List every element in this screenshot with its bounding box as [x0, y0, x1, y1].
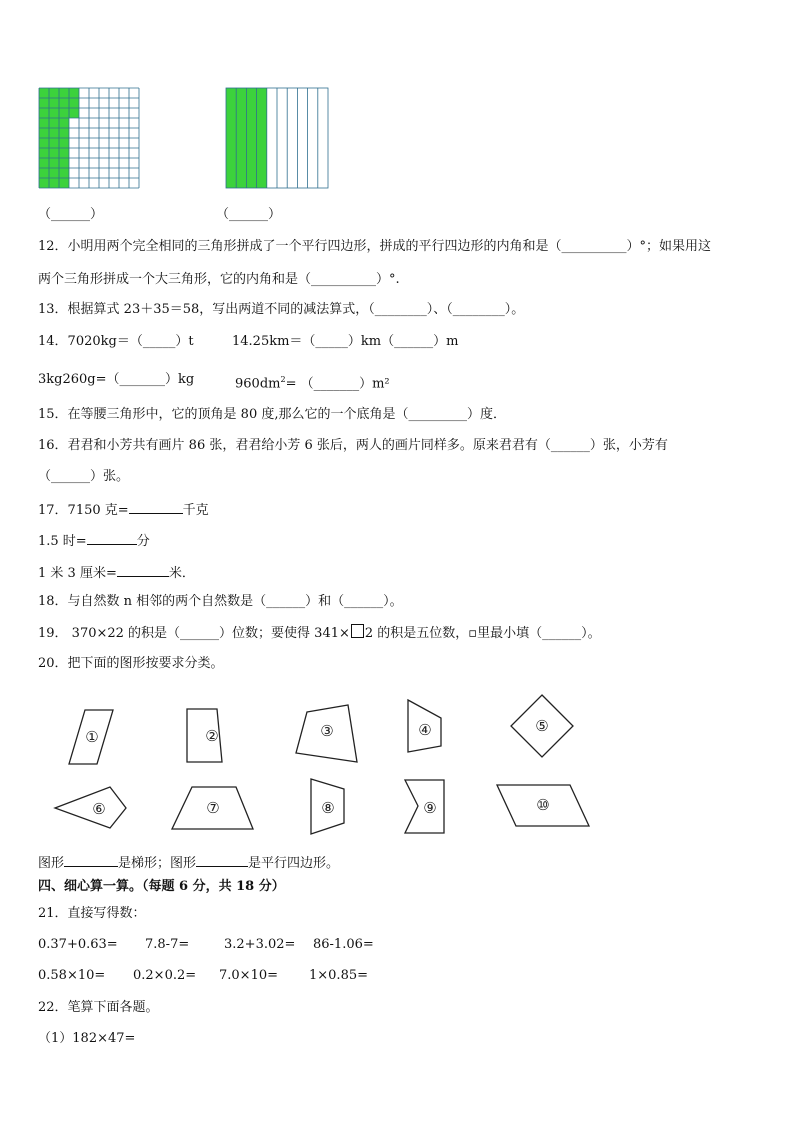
q20-answer-a: 图形	[38, 856, 65, 871]
shape-6-label: ⑥	[92, 800, 106, 818]
q21-r2-c2: 0.2×0.2=	[133, 968, 197, 983]
q19-pre: 19． 370×22 的积是（______）位数；要使得 341×	[38, 626, 350, 641]
q21-r2-c1: 0.58×10=	[38, 968, 106, 983]
q21-r1-c2: 7.8-7=	[145, 937, 190, 952]
shape-7-label: ⑦	[206, 799, 220, 817]
q20-blank-2	[196, 852, 248, 867]
q17-a-post: 千克	[182, 503, 209, 518]
shape-4-label: ④	[418, 721, 432, 739]
shape-3-label: ③	[320, 722, 334, 740]
q21-r2-c3: 7.0×10=	[219, 968, 279, 983]
section-4-heading: 四、细心算一算。（每题 6 分，共 18 分）	[38, 879, 285, 894]
q14-d-pre: 960dm	[235, 376, 281, 392]
question-13: 13．根据算式 23＋35＝58，写出两道不同的减法算式，（________）、（________）。	[38, 302, 525, 317]
question-16-line-2: （______）张。	[38, 469, 130, 484]
shape-5-label: ⑤	[535, 717, 549, 735]
question-15: 15．在等腰三角形中，它的顶角是 80 度,那么它的一个底角是（_________）度．	[38, 407, 506, 422]
q20-answer-b: 是梯形；图形	[118, 856, 197, 871]
q17-c-pre: 1 米 3 厘米=	[38, 566, 117, 581]
question-14-a: 14．7020kg＝（_____）t	[38, 334, 194, 349]
q21-r2-c4: 1×0.85=	[309, 968, 369, 983]
question-21-title: 21．直接写得数：	[38, 906, 146, 921]
q17-b-post: 分	[136, 534, 150, 549]
q21-r1-c3: 3.2+3.02=	[224, 937, 296, 952]
caption-figure-1: （______）	[38, 207, 104, 222]
question-12-line-1: 12．小明用两个完全相同的三角形拼成了一个平行四边形，拼成的平行四边形的内角和是（__________）°；如果用这	[38, 239, 712, 254]
question-16-line-1: 16．君君和小芳共有画片 86 张，君君给小芳 6 张后，两人的画片同样多。原来君君有（______）张，小芳有	[38, 438, 668, 453]
shape-9-label: ⑨	[423, 799, 437, 817]
q20-blank-1	[64, 852, 118, 867]
q14-d-post: = （_______）m²	[285, 376, 390, 392]
question-22-item-1: （1）182×47=	[38, 1031, 136, 1046]
q14-d-sup: 2	[280, 375, 286, 384]
question-18: 18．与自然数 n 相邻的两个自然数是（______）和（______）。	[38, 594, 403, 609]
question-12-line-2: 两个三角形拼成一个大三角形，它的内角和是（__________）°.	[38, 272, 400, 287]
q21-r1-c4: 86-1.06=	[313, 937, 374, 952]
shape-6-kite	[55, 787, 126, 828]
shape-10-label: ⑩	[536, 796, 550, 814]
q21-r1-c1: 0.37+0.63=	[38, 937, 118, 952]
question-20-title: 20．把下面的图形按要求分类。	[38, 656, 224, 671]
q20-answer-c: 是平行四边形。	[248, 856, 340, 871]
question-14-b: 14.25km＝（_____）km（______）m	[232, 334, 459, 349]
q17-c-post: 米．	[168, 566, 195, 581]
q17-b-pre: 1.5 时=	[38, 534, 87, 549]
shape-1-label: ①	[85, 728, 99, 746]
question-22-title: 22．笔算下面各题。	[38, 1000, 159, 1015]
caption-figure-2: （______）	[216, 207, 282, 222]
q17-a-pre: 17．7150 克=	[38, 503, 129, 518]
question-20-answer	[38, 852, 339, 873]
q19-post: 2 的积是五位数，▫里最小填（______）。	[364, 626, 601, 641]
shape-2-label: ②	[205, 727, 219, 745]
shape-8-label: ⑧	[321, 799, 335, 817]
question-14-c: 3kg260g=（_______）kg	[38, 372, 195, 387]
